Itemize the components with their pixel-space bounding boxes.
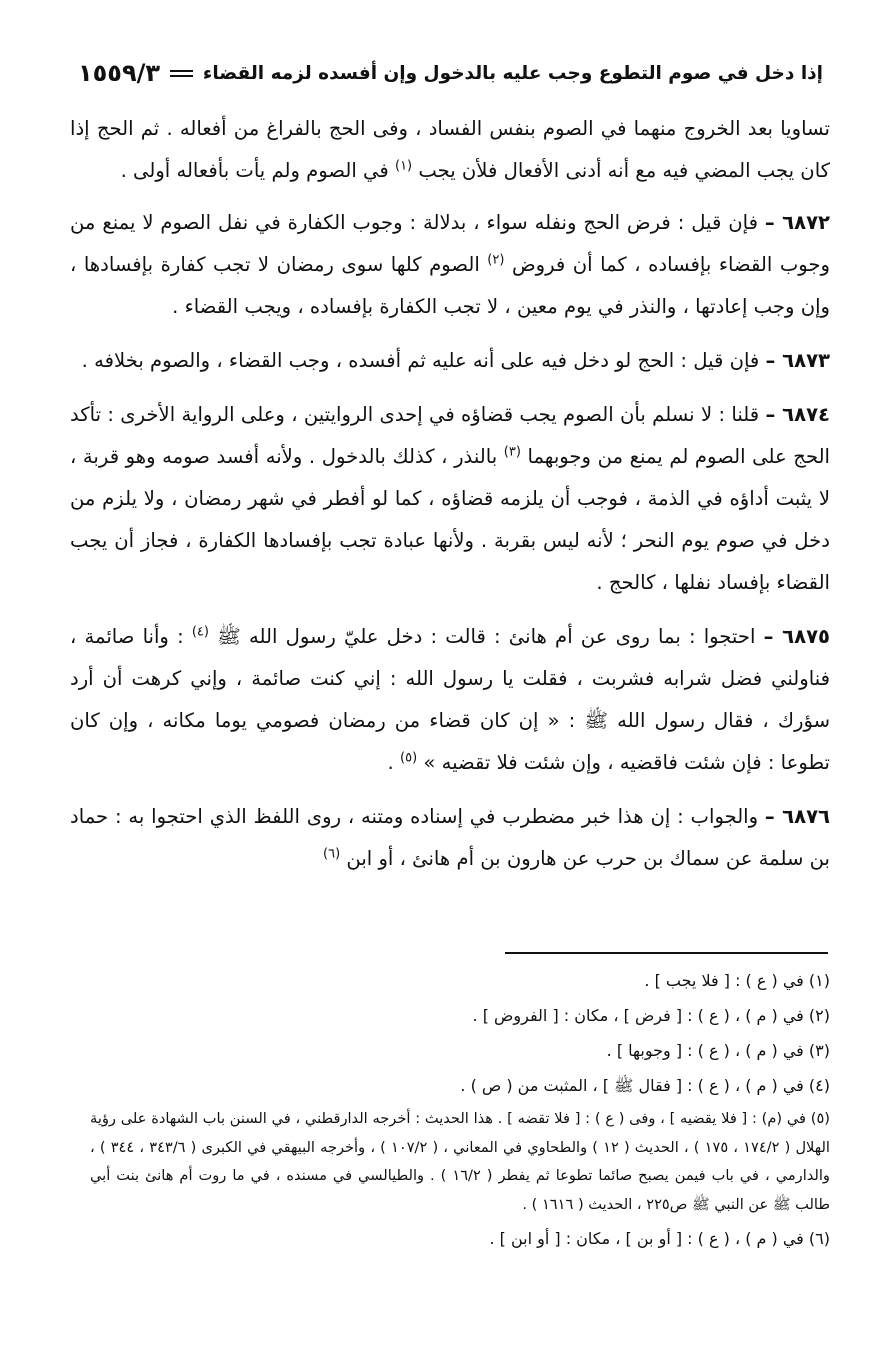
paragraph: [70, 394, 830, 604]
footnote-reference: (٣): [503, 444, 521, 460]
running-header: [78, 52, 823, 94]
footnote-reference: (٦): [323, 846, 341, 862]
paragraph-text: بالنذر ، كذلك بالدخول . ولأنه أفسد صومه وهو قربة ، لا يثبت أداؤه في الذمة ، فوجب أن يلزمه قضاؤه ، كما لو أفطر في شهر رمضان ، ولا يلزم من دخل في صوم يوم النحر ؛ لأنه ليس بقربة . ولأنها عبادة تجب بإفسادها الكفارة ، فجاز أن يجب القضاء بإفساد نفلها ، كالحج .: [70, 445, 830, 594]
footnote-reference: (٤): [191, 624, 209, 640]
paragraph: [70, 616, 830, 784]
paragraph-number: ٦٨٧٢ –: [764, 211, 830, 234]
paragraph-text: تساويا بعد الخروج منهما في الصوم بنفس الفساد ، وفى الحج بالفراغ من أفعاله . ثم الحج إذا كان يجب المضي فيه مع أنه أدنى الأفعال فلأن يجب: [70, 117, 830, 182]
paragraph-text: .: [387, 751, 401, 774]
footnotes: [90, 965, 830, 1258]
footnote: (٦) في ( م ) ، ( ع ) : [ أو بن ] ، مكان : [ أو ابن ] .: [489, 1229, 830, 1248]
page-number: ١٥٥٩/٣: [78, 59, 161, 87]
footnote: (٥) في (م) : [ فلا يقضيه ] ، وفى ( ع ) : [ فلا تقضه ] . هذا الحديث : أخرجه الدارقطني ، في السنن باب الشهادة على رؤية الهلال ( ١٧٤/٢ ، ١٧٥ ) ، الحديث ( ١٢ ) والطحاوي في المعاني ، ( ١٠٧/٢ ) ، وأخرجه البيهقي في الكبرى ( ٣٤٣/٦ ، ٣٤٤ ) ، والدارمي ، في باب فيمن يصبح صائما تطوعا ثم يفطر ( ١٦/٢ ) . والطيالسي في مسنده ، في ما روت أم هانئ بنت أبي طالب ﷺ عن النبي ﷺ ص٢٢٥ ، الحديث ( ١٦١٦ ) .: [90, 1110, 830, 1213]
paragraph-text: فإن قيل : فرض الحج ونفله سواء ، بدلالة : وجوب الكفارة في نفل الصوم لا يمنع من وجوب القضاء بإفساده ، كما أن فروض: [70, 211, 830, 276]
footnote: (١) في ( ع ) : [ فلا يجب ] .: [644, 971, 830, 990]
paragraph-text: في الصوم ولم يأت بأفعاله أولى .: [120, 159, 395, 182]
paragraph-text: احتجوا : بما روى عن أم هانئ : قالت : دخل عليّ رسول الله ﷺ: [208, 625, 764, 648]
footnote: (٤) في ( م ) ، ( ع ) : [ فقال ﷺ ] ، المثبت من ( ص ) .: [460, 1076, 830, 1095]
paragraph: [70, 202, 830, 328]
paragraph: [70, 340, 830, 382]
paragraph-text: قلنا : لا نسلم بأن الصوم يجب قضاؤه في إحدى الروايتين ، وعلى الرواية الأخرى : تأكد الحج على الصوم لم يمنع من وجوبهما: [70, 403, 831, 468]
paragraph-number: ٦٨٧٦ –: [764, 805, 830, 828]
paragraph-text: الصوم كلها سوى رمضان لا تجب كفارة بإفسادها ، وإن وجب إعادتها ، والنذر في يوم معين ، لا تجب الكفارة بإفساده ، ويجب القضاء .: [70, 253, 830, 318]
paragraph-text: : وأنا صائمة ، فناولني فضل شرابه فشربت ، فقلت يا رسول الله : إني كنت صائمة ، وإني كرهت أن أرد سؤرك ، فقال رسول الله ﷺ : « إن كان قضاء من رمضان فصومي يوما مكانه ، وإن كان تطوعا : فإن شئت فاقضيه ، وإن شئت فلا تقضيه »: [70, 625, 830, 774]
paragraph-text: والجواب : إن هذا خبر مضطرب في إسناده ومتنه ، روى اللفظ الذي احتجوا به : حماد بن سلمة عن سماك بن حرب عن هارون بن أم هانئ ، أو ابن: [70, 805, 830, 870]
paragraph: [70, 796, 830, 880]
paragraph-number: ٦٨٧٣ –: [765, 349, 830, 372]
footnote-reference: (٥): [400, 750, 418, 766]
footnote-reference: (١): [394, 158, 413, 174]
footnote-separator: [505, 952, 828, 954]
footnote: (٣) في ( م ) ، ( ع ) : [ وجوبها ] .: [606, 1041, 830, 1060]
running-header-title: إذا دخل في صوم التطوع وجب عليه بالدخول وإن أفسده لزمه القضاء: [202, 62, 823, 84]
paragraph-number: ٦٨٧٥ –: [763, 625, 831, 648]
paragraph-text: فإن قيل : الحج لو دخل فيه على أنه عليه ثم أفسده ، وجب القضاء ، والصوم بخلافه .: [81, 349, 766, 372]
footnote-reference: (٢): [487, 252, 505, 268]
header-rule: [170, 70, 193, 77]
paragraph: [70, 108, 830, 192]
footnote: (٢) في ( م ) ، ( ع ) : [ فرض ] ، مكان : [ الفروض ] .: [472, 1006, 830, 1025]
paragraph-number: ٦٨٧٤ –: [765, 403, 830, 426]
main-text: [70, 108, 830, 892]
